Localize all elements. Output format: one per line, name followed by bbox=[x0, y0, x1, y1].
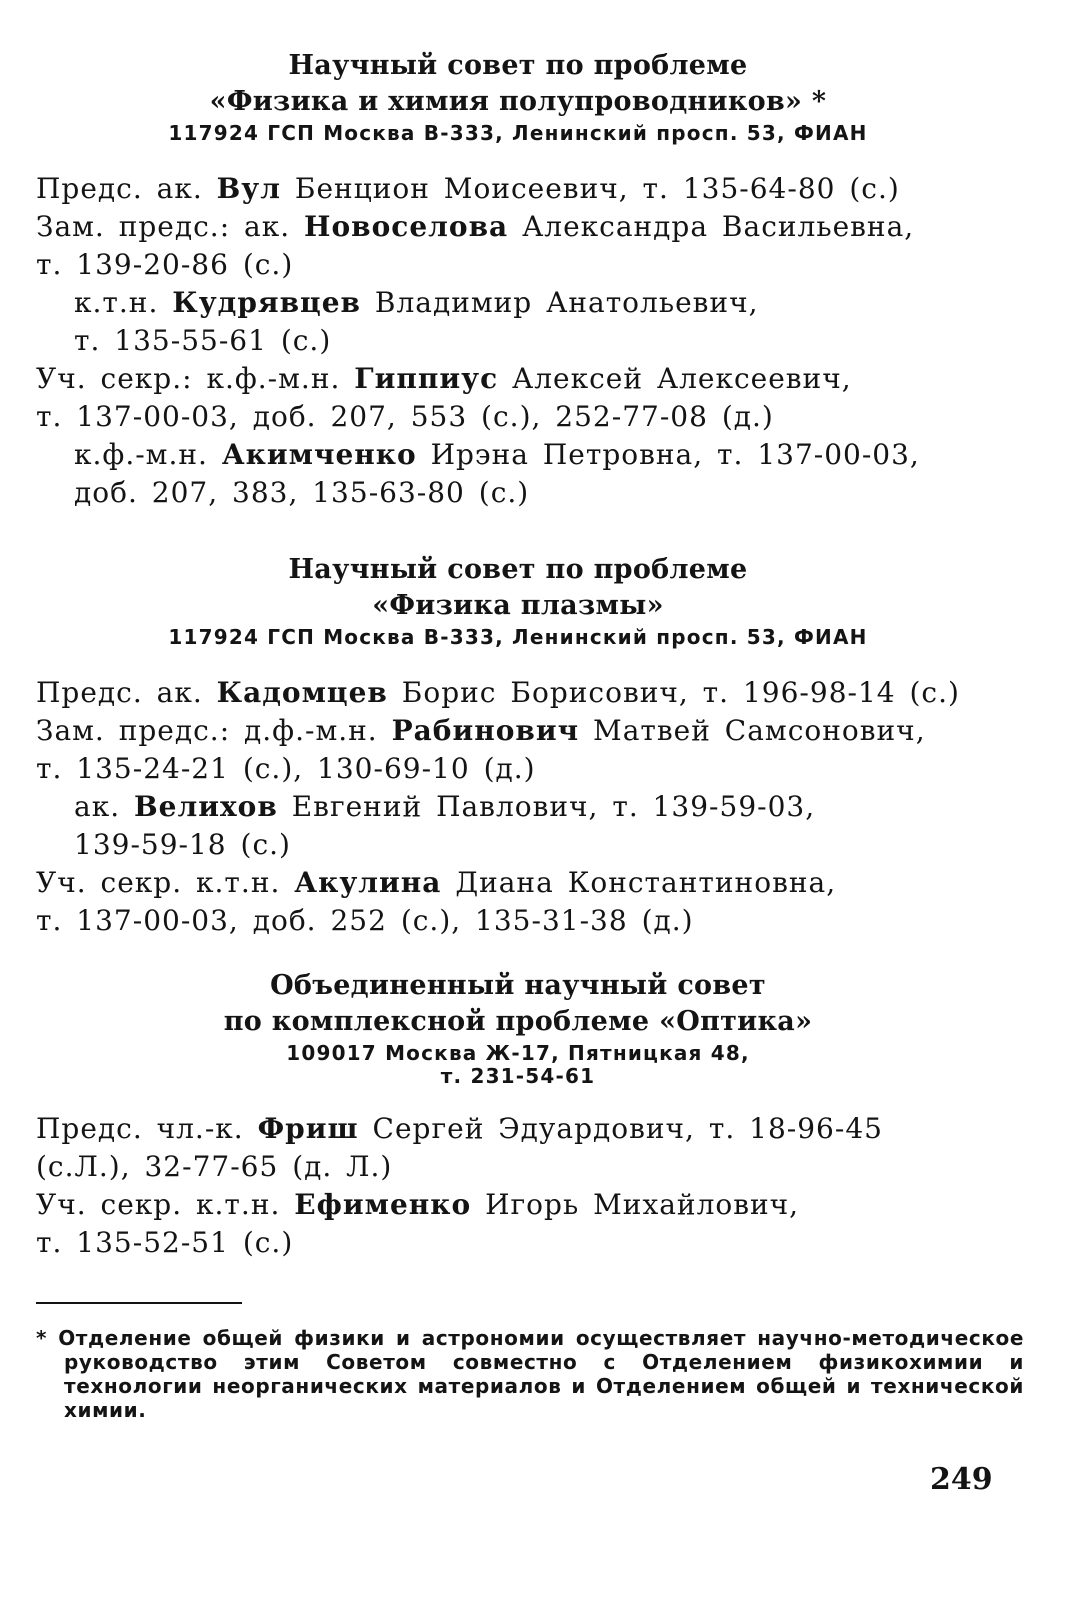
entries-list bbox=[36, 674, 1000, 940]
entry-deputy-2 bbox=[36, 284, 1000, 360]
entry-secretary bbox=[36, 864, 1000, 940]
section-title bbox=[36, 968, 1000, 1040]
entry-rest: Евгений Павлович, т. 139-59-03, bbox=[291, 790, 816, 823]
section-address bbox=[36, 624, 1000, 650]
entry-secretary bbox=[36, 1186, 1000, 1262]
entry-rest: Матвей Самсонович, bbox=[593, 714, 926, 747]
entry-chair bbox=[36, 170, 1000, 208]
entry-rest: Сергей Эдуардович, т. 18-96-45 bbox=[372, 1112, 883, 1145]
entry-continuation: т. 137-00-03, доб. 207, 553 (с.), 252-77-08 (д.) bbox=[36, 400, 774, 433]
entries-list bbox=[36, 170, 1000, 512]
entry-role: Уч. секр.: к.ф.-м.н. bbox=[36, 362, 341, 395]
entry-role: к.т.н. bbox=[74, 286, 159, 319]
entry-rest: Владимир Анатольевич, bbox=[374, 286, 759, 319]
title-line: Объединенный научный совет bbox=[270, 970, 766, 1001]
entry-continuation: 139-59-18 (с.) bbox=[74, 828, 291, 861]
section-address bbox=[36, 120, 1000, 146]
entry-continuation: т. 135-52-51 (с.) bbox=[36, 1226, 294, 1259]
entry-rest: Диана Константиновна, bbox=[455, 866, 837, 899]
entry-name: Новоселова bbox=[304, 210, 509, 243]
entry-continuation: т. 135-24-21 (с.), 130-69-10 (д.) bbox=[36, 752, 536, 785]
entry-secretary-2 bbox=[36, 436, 1000, 512]
entries-list bbox=[36, 1110, 1000, 1262]
entry-rest: Бенцион Моисеевич, т. 135-64-80 (с.) bbox=[294, 172, 900, 205]
entry-continuation: т. 139-20-86 (с.) bbox=[36, 248, 294, 281]
council-plasma bbox=[36, 552, 1000, 940]
entry-rest: Игорь Михайлович, bbox=[485, 1188, 800, 1221]
section-title bbox=[36, 552, 1000, 624]
entry-role: Зам. предс.: д.ф.-м.н. bbox=[36, 714, 378, 747]
entry-chair bbox=[36, 674, 1000, 712]
entry-role: к.ф.-м.н. bbox=[74, 438, 208, 471]
entry-continuation: т. 137-00-03, доб. 252 (с.), 135-31-38 (д.) bbox=[36, 904, 694, 937]
address-line: 117924 ГСП Москва В-333, Ленинский просп. 53, ФИАН bbox=[168, 625, 868, 649]
footnote-divider bbox=[36, 1302, 242, 1304]
address-line: 109017 Москва Ж-17, Пятницкая 48, bbox=[286, 1041, 750, 1065]
entry-role: Предс. чл.-к. bbox=[36, 1112, 244, 1145]
entry-rest: Александра Васильевна, bbox=[522, 210, 915, 243]
section-address bbox=[36, 1040, 1000, 1086]
entry-name: Гиппиус bbox=[354, 362, 499, 395]
entry-name: Ефименко bbox=[294, 1188, 472, 1221]
entry-rest: Ирэна Петровна, т. 137-00-03, bbox=[430, 438, 920, 471]
title-line: Научный совет по проблеме bbox=[288, 554, 748, 585]
entry-secretary bbox=[36, 360, 1000, 436]
entry-deputy bbox=[36, 208, 1000, 284]
section-title bbox=[36, 48, 1000, 120]
entry-name: Кадомцев bbox=[216, 676, 388, 709]
entry-role: Предс. ак. bbox=[36, 172, 203, 205]
entry-name: Велихов bbox=[134, 790, 278, 823]
page-number: 249 bbox=[930, 1462, 993, 1497]
entry-continuation: (с.Л.), 32-77-65 (д. Л.) bbox=[36, 1150, 393, 1183]
entry-role: Предс. ак. bbox=[36, 676, 203, 709]
entry-name: Фриш bbox=[257, 1112, 359, 1145]
entry-rest: Борис Борисович, т. 196-98-14 (с.) bbox=[401, 676, 960, 709]
entry-name: Акимченко bbox=[221, 438, 417, 471]
council-semiconductors bbox=[36, 48, 1000, 512]
entry-role: Зам. предс.: ак. bbox=[36, 210, 291, 243]
page-body bbox=[36, 48, 1000, 1262]
entry-chair bbox=[36, 1110, 1000, 1186]
council-optics bbox=[36, 968, 1000, 1262]
entry-deputy bbox=[36, 712, 1000, 788]
footnote: * Отделение общей физики и астрономии осуществляет научно-методическое руководство этим Советом совместно с Отделением физикохимии и технологии неорганических материалов и Отделением общей и технической химии. bbox=[36, 1326, 1024, 1422]
address-line: 117924 ГСП Москва В-333, Ленинский просп. 53, ФИАН bbox=[168, 121, 868, 145]
title-line: «Физика плазмы» bbox=[372, 590, 664, 621]
entry-deputy-2 bbox=[36, 788, 1000, 864]
entry-name: Вул bbox=[216, 172, 281, 205]
address-line: т. 231-54-61 bbox=[440, 1064, 596, 1088]
entry-continuation: т. 135-55-61 (с.) bbox=[74, 324, 332, 357]
entry-role: Уч. секр. к.т.н. bbox=[36, 1188, 281, 1221]
entry-name: Акулина bbox=[294, 866, 442, 899]
title-line: Научный совет по проблеме bbox=[288, 50, 748, 81]
title-line: «Физика и химия полупроводников» * bbox=[209, 86, 827, 117]
entry-role: ак. bbox=[74, 790, 121, 823]
entry-rest: Алексей Алексеевич, bbox=[512, 362, 852, 395]
entry-role: Уч. секр. к.т.н. bbox=[36, 866, 281, 899]
entry-name: Кудрявцев bbox=[172, 286, 361, 319]
entry-name: Рабинович bbox=[391, 714, 580, 747]
entry-continuation: доб. 207, 383, 135-63-80 (с.) bbox=[74, 476, 530, 509]
title-line: по комплексной проблеме «Оптика» bbox=[223, 1006, 813, 1037]
